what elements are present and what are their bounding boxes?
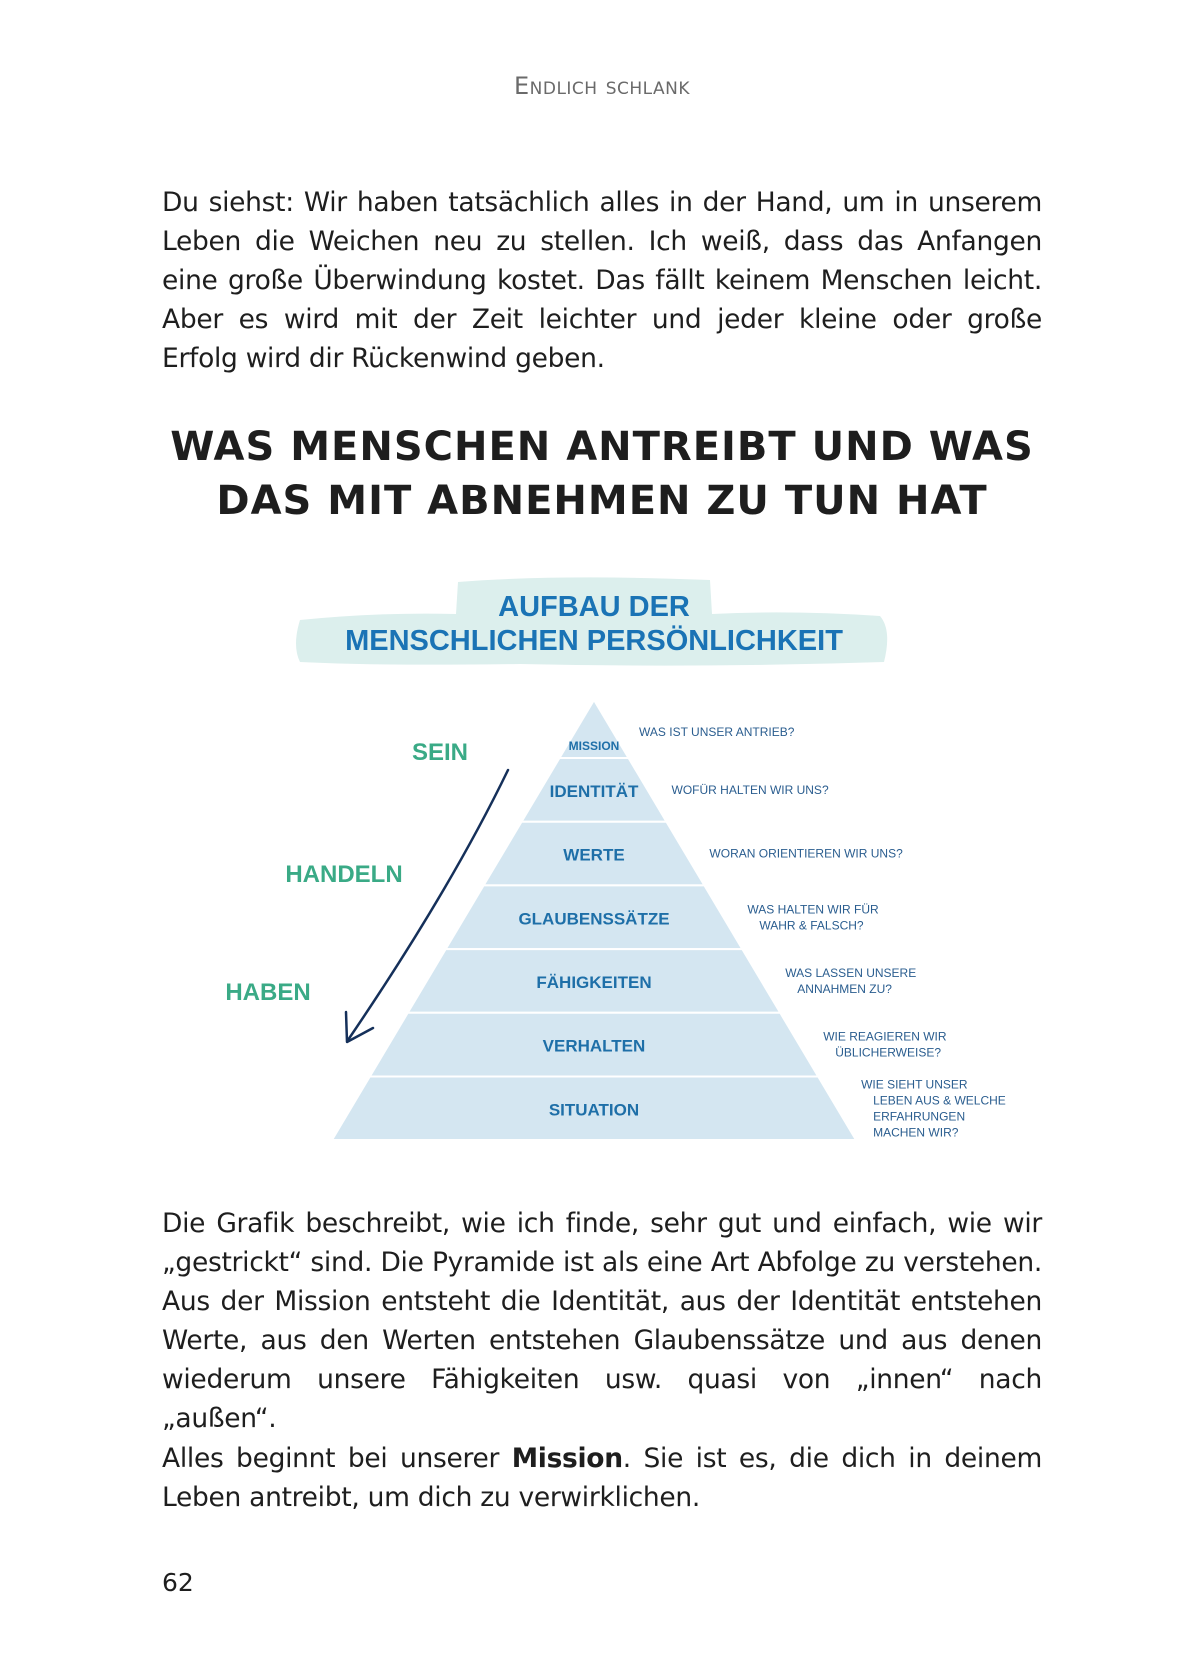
- axis-label-haben: HABEN: [225, 979, 311, 1006]
- axis-label-sein: SEIN: [411, 739, 469, 766]
- pyramid-question-text: WAHR & FALSCH?: [759, 918, 864, 933]
- running-head: Endlich schlank: [513, 72, 691, 100]
- pyramid-question-text: LEBEN AUS & WELCHE: [873, 1093, 1006, 1108]
- pyramid-level-label: VERHALTEN: [542, 1036, 646, 1056]
- pyramid-svg: [0, 570, 1204, 1170]
- section-heading-line-2: DAS MIT ABNEHMEN ZU TUN HAT: [216, 478, 988, 524]
- pyramid-level-label: GLAUBENSSÄTZE: [518, 909, 670, 929]
- pyramid-question-text: WIE REAGIEREN WIR: [823, 1029, 947, 1044]
- section-heading: [0, 420, 1204, 528]
- pyramid-level-label: MISSION: [568, 739, 620, 753]
- mission-emphasis: Mission: [511, 1443, 623, 1474]
- figure-title-line-2: MENSCHLICHEN PERSÖNLICHKEIT: [345, 625, 843, 657]
- pyramid-question-text: WORAN ORIENTIEREN WIR UNS?: [709, 846, 903, 861]
- axis-label-handeln: HANDELN: [285, 861, 403, 888]
- pyramid-level-label: WERTE: [563, 845, 625, 865]
- body-paragraph-1: Du siehst: Wir haben tatsächlich alles in der Hand, um in unserem Leben die Weichen neu zu stellen. Ich weiß, dass das Anfangen eine große Überwindung kostet. Das fällt keinem Menschen leicht. Aber es wird mit der Zeit leichter und jeder kleine oder große Erfolg wird dir Rückenwind geben.: [162, 187, 1042, 374]
- pyramid-question-text: WAS HALTEN WIR FÜR: [747, 902, 879, 917]
- pyramid-question-text: WAS IST UNSER ANTRIEB?: [639, 725, 795, 739]
- pyramid-level-label: SITUATION: [548, 1100, 640, 1120]
- section-heading-line-1: WAS MENSCHEN ANTREIBT UND WAS: [170, 424, 1034, 470]
- pyramid-question-text: WAS LASSEN UNSERE: [785, 965, 917, 980]
- pyramid-question-text: ÜBLICHERWEISE?: [835, 1045, 942, 1060]
- figure-title-line-1: AUFBAU DER: [498, 591, 690, 623]
- pyramid-level-label: IDENTITÄT: [549, 781, 639, 801]
- pyramid-question-text: MACHEN WIR?: [873, 1125, 959, 1140]
- para3-before: Alles beginnt bei unserer: [162, 1443, 512, 1474]
- body-paragraph-2: Die Grafik beschreibt, wie ich finde, sehr gut und einfach, wie wir „gestrickt“ sind. Die Pyramide ist als eine Art Abfolge zu verstehen. Aus der Mission entsteht die Identität, aus der Identität entstehen Werte, aus den Werten entstehen Glaubenssätze und aus denen wiederum unsere Fähigkeiten usw. quasi von „innen“ nach „außen“.: [162, 1208, 1042, 1434]
- pyramid-question-text: ANNAHMEN ZU?: [797, 981, 892, 996]
- body-paragraph-3: [162, 1439, 1042, 1517]
- pyramid-level-label: FÄHIGKEITEN: [536, 972, 652, 992]
- pyramid-question-text: WIE SIEHT UNSER: [861, 1077, 968, 1092]
- para3-after: . Sie ist es, die dich in deinem Leben antreibt, um dich zu verwirklichen.: [162, 1443, 1042, 1513]
- pyramid-question-text: ERFAHRUNGEN: [873, 1109, 966, 1124]
- pyramid-question-text: WOFÜR HALTEN WIR UNS?: [671, 782, 829, 797]
- page-number: 62: [162, 1568, 194, 1597]
- pyramid-figure: [0, 570, 1204, 1170]
